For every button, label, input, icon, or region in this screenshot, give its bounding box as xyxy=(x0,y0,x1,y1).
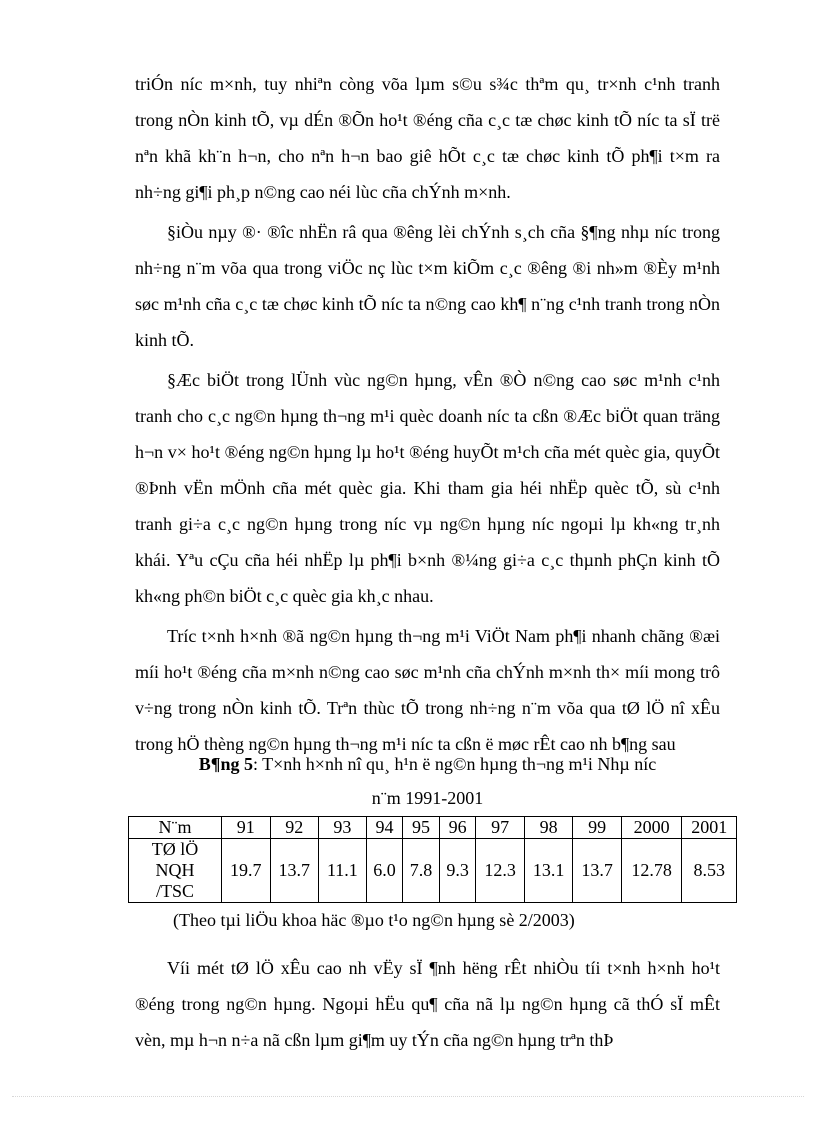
table-year-cell: 97 xyxy=(476,817,525,839)
overdue-debt-table xyxy=(128,816,737,903)
table-value-cell: 13.7 xyxy=(270,839,319,903)
table-caption-label: B¶ng 5 xyxy=(198,754,253,774)
table-value-cell: 19.7 xyxy=(222,839,271,903)
page-edge-divider xyxy=(12,1096,804,1097)
table-year-cell: 95 xyxy=(403,817,440,839)
paragraph-1: triÓn níc m×nh, tuy nhiªn còng võa lµm s©u s¾c thªm qu¸ tr×nh c¹nh tranh trong nÒn kinh tÕ, vµ dÉn ®Õn ho¹t ®éng cña c¸c tæ chøc kinh tÕ níc ta sÏ trë nªn khã kh¨n h¬n, cho nªn h¬n bao giê hÕt c¸c tæ chøc kinh tÕ ph¶i t×m ra nh÷ng gi¶i ph¸p n©ng cao néi lùc cña chÝnh m×nh. xyxy=(135,74,720,202)
table-year-cell: 2001 xyxy=(682,817,737,839)
table-year-cell: 92 xyxy=(270,817,319,839)
table-year-cell: 2000 xyxy=(621,817,681,839)
table-value-cell: 8.53 xyxy=(682,839,737,903)
paragraph-4: Tríc t×nh h×nh ®ã ng©n hµng th¬ng m¹i ViÖt Nam ph¶i nhanh chãng ®æi míi ho¹t ®éng cña m×nh n©ng cao søc m¹nh cña chÝnh m×nh th× míi mong trô v÷ng trong nÒn kinh tÕ. Trªn thùc tÕ trong nh÷ng n¨m võa qua tØ lÖ nî xÊu trong hÖ thèng ng©n hµng th¬ng m¹i níc ta cßn ë møc rÊt cao nh b¶ng sau xyxy=(135,626,720,754)
table-caption xyxy=(135,754,720,775)
table-year-cell: 98 xyxy=(524,817,573,839)
table-source-note: (Theo tµi liÖu khoa häc ®µo t¹o ng©n hµng sè 2/2003) xyxy=(173,910,575,930)
paragraph-3: §Æc biÖt trong lÜnh vùc ng©n hµng, vÊn ®Ò n©ng cao søc m¹nh c¹nh tranh cho c¸c ng©n hµng th¬ng m¹i quèc doanh níc ta cßn ®Æc biÖt quan träng h¬n v× ho¹t ®éng ng©n hµng lµ ho¹t ®éng huyÕt m¹ch cña mét quèc gia, quyÕt ®Þnh vËn mÖnh cña mét quèc gia. Khi tham gia héi nhËp quèc tÕ, sù c¹nh tranh gi÷a c¸c ng©n hµng trong níc vµ ng©n hµng níc ngoµi lµ kh«ng tr¸nh khái. Yªu cÇu cña héi nhËp lµ ph¶i b×nh ®¼ng gi÷a c¸c thµnh phÇn kinh tÕ kh«ng ph©n biÖt c¸c quèc gia kh¸c nhau. xyxy=(135,370,720,606)
table-year-cell: 94 xyxy=(366,817,403,839)
table-data-row xyxy=(129,839,737,903)
table-caption-text: : T×nh h×nh nî qu¸ h¹n ë ng©n hµng th¬ng m¹i Nhµ níc xyxy=(252,754,657,774)
body-text-top xyxy=(135,66,720,762)
table-year-cell: 93 xyxy=(319,817,367,839)
table-value-cell: 13.7 xyxy=(573,839,622,903)
paragraph-2: §iÒu nµy ®· ®îc nhËn râ qua ®êng lèi chÝnh s¸ch cña §¶ng nhµ níc trong nh÷ng n¨m võa qua trong viÖc nç lùc t×m kiÕm c¸c ®êng ®i nh»m ®Èy m¹nh søc m¹nh cña c¸c tæ chøc kinh tÕ níc ta n©ng cao kh¶ n¨ng c¹nh tranh trong nÒn kinh tÕ. xyxy=(135,222,720,350)
table-value-cell: 6.0 xyxy=(366,839,403,903)
table-value-cell: 12.3 xyxy=(476,839,525,903)
table-row-label-line: NQH xyxy=(155,860,195,880)
table-year-cell: 91 xyxy=(222,817,271,839)
table-value-cell: 12.78 xyxy=(621,839,681,903)
table-header-row xyxy=(129,817,737,839)
table-row-label-line: TØ lÖ xyxy=(151,839,199,859)
table-header-label: N¨m xyxy=(129,817,222,839)
table-year-cell: 99 xyxy=(573,817,622,839)
body-text-bottom xyxy=(135,950,720,1058)
table-row-label xyxy=(129,839,222,903)
table-value-cell: 7.8 xyxy=(403,839,440,903)
table-value-cell: 11.1 xyxy=(319,839,367,903)
paragraph-5: Víi mét tØ lÖ xÊu cao nh vËy sÏ ¶nh hëng rÊt nhiÒu tíi t×nh h×nh ho¹t ®éng trong ng©n hµng. Ngoµi hËu qu¶ cña nã lµ ng©n hµng cã thÓ sÏ mÊt vèn, mµ h¬n n÷a nã cßn lµm gi¶m uy tÝn cña ng©n hµng trªn thÞ xyxy=(135,958,720,1050)
table-year-cell: 96 xyxy=(439,817,476,839)
table-value-cell: 9.3 xyxy=(439,839,476,903)
table-value-cell: 13.1 xyxy=(524,839,573,903)
table-row-label-line: /TSC xyxy=(155,881,194,901)
table-caption-years: n¨m 1991-2001 xyxy=(371,788,484,808)
